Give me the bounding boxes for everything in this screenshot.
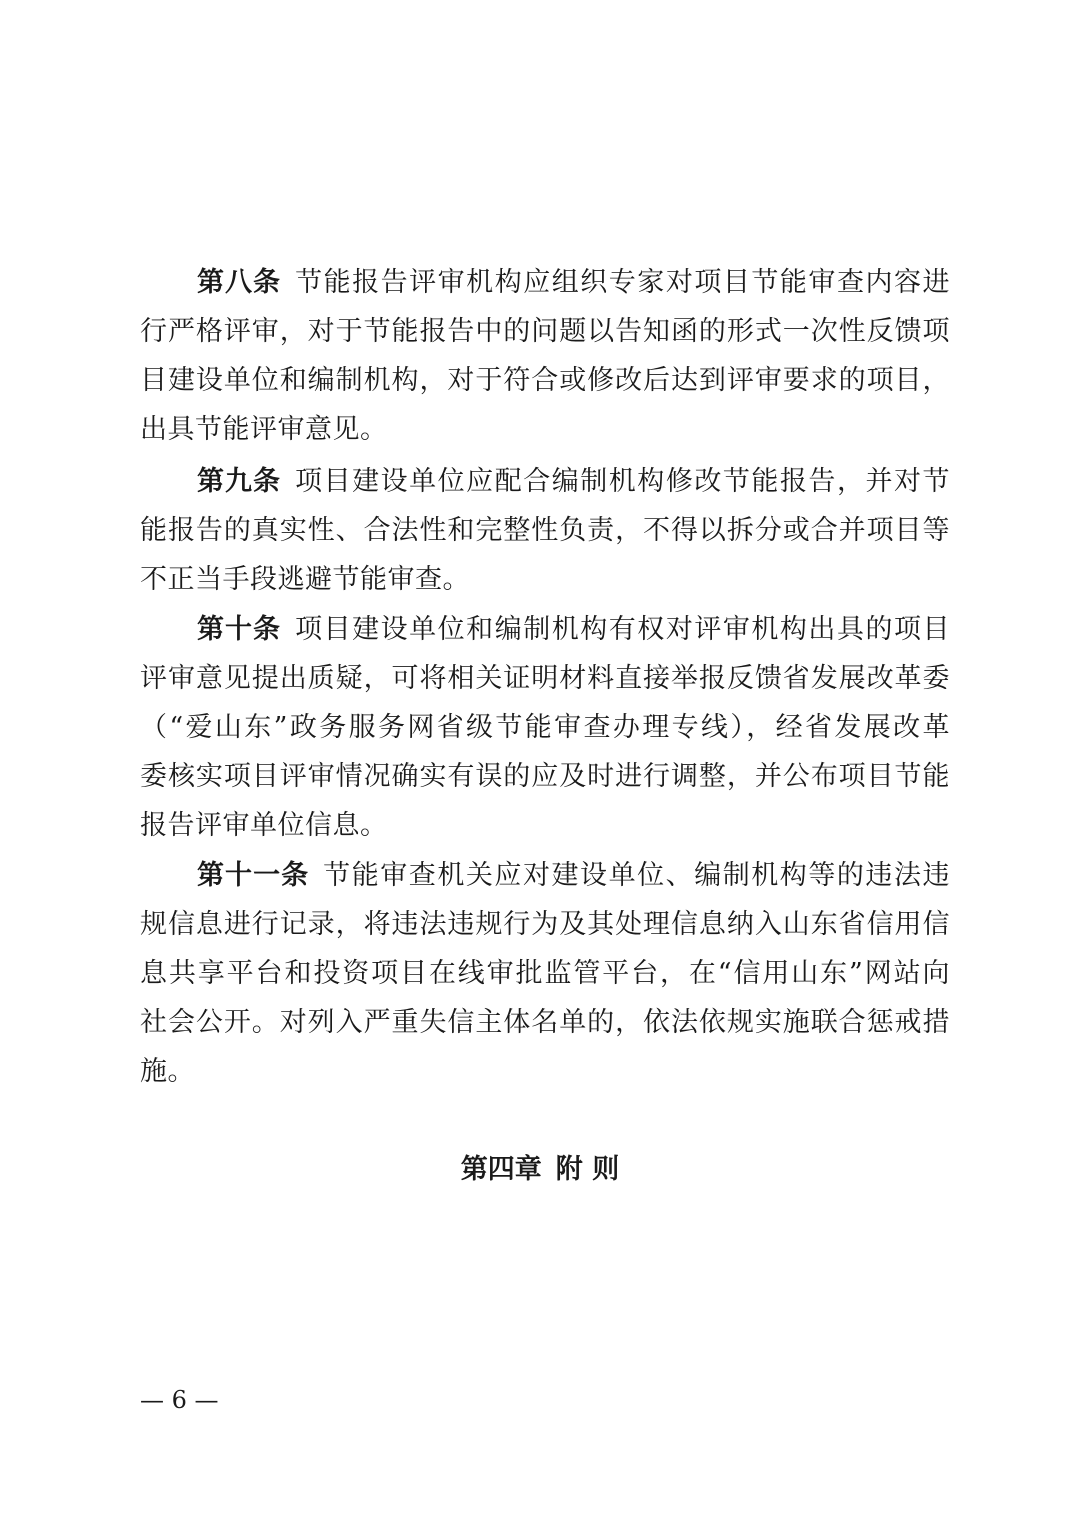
- article-9-text-2: 能报告的真实性、合法性和完整性负责，不得以拆分或合并项目等: [140, 515, 950, 546]
- article-11-text-1: 节能审查机关应对建设单位、编制机构等的违法违: [323, 860, 951, 891]
- article-10-text-3: （“爱山东”政务服务网省级节能审查办理专线），经省发展改革: [140, 712, 950, 743]
- article-11-text-4: 社会公开。对列入严重失信主体名单的，依法依规实施联合惩戒措: [140, 1007, 950, 1038]
- article-11-number: 第十一条: [197, 860, 310, 891]
- article-8-text-3: 目建设单位和编制机构，对于符合或修改后达到评审要求的项目，: [140, 365, 950, 396]
- article-10-text-4: 委核实项目评审情况确实有误的应及时进行调整，并公布项目节能: [140, 761, 950, 792]
- article-10-text-5: 报告评审单位信息。: [140, 810, 388, 841]
- article-8-line-1: [140, 258, 950, 307]
- article-10-line-1: [140, 605, 950, 654]
- article-9: [140, 457, 950, 604]
- article-11-text-5: 施。: [140, 1056, 195, 1087]
- article-11: [140, 851, 950, 1096]
- article-8-text-4: 出具节能评审意见。: [140, 414, 388, 445]
- chapter-title: 附 则: [555, 1154, 620, 1185]
- article-9-line-1: [140, 457, 950, 506]
- article-11-text-3: 息共享平台和投资项目在线审批监管平台，在“信用山东”网站向: [140, 958, 950, 989]
- page-number: — 6 —: [140, 1386, 219, 1414]
- article-8: [140, 258, 950, 454]
- article-8-number: 第八条: [197, 267, 282, 298]
- article-10-number: 第十条: [197, 614, 282, 645]
- chapter-heading: [0, 1150, 1080, 1190]
- article-9-number: 第九条: [197, 466, 282, 497]
- article-9-text-3: 不正当手段逃避节能审查。: [140, 564, 470, 595]
- article-10-text-1: 项目建设单位和编制机构有权对评审机构出具的项目: [295, 614, 951, 645]
- article-8-text-2: 行严格评审，对于节能报告中的问题以告知函的形式一次性反馈项: [140, 316, 950, 347]
- article-11-line-1: [140, 851, 950, 900]
- article-10-text-2: 评审意见提出质疑，可将相关证明材料直接举报反馈省发展改革委: [140, 663, 950, 694]
- chapter-number: 第四章: [460, 1154, 542, 1185]
- article-8-text-1: 节能报告评审机构应组织专家对项目节能审查内容进: [295, 267, 951, 298]
- article-9-text-1: 项目建设单位应配合编制机构修改节能报告，并对节: [295, 466, 951, 497]
- article-11-text-2: 规信息进行记录，将违法违规行为及其处理信息纳入山东省信用信: [140, 909, 950, 940]
- article-10: [140, 605, 950, 850]
